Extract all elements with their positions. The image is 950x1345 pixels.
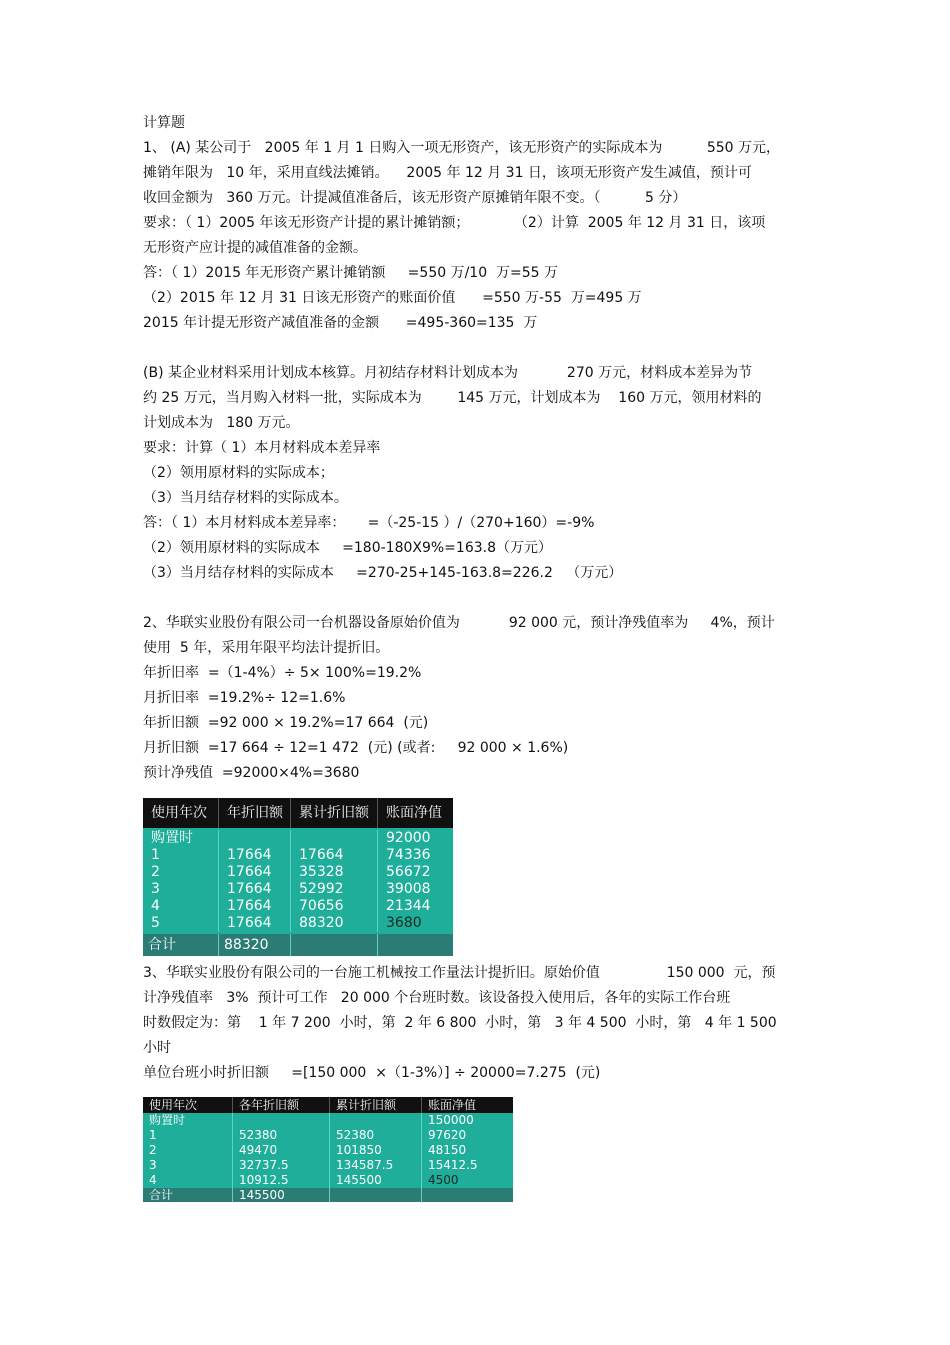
text-line: 要求：（ 1）2005 年该无形资产计提的累计摊销额； （2）计算 2005 年 12 月 31 日，该项 — [143, 215, 766, 231]
table-cell: 21344 — [386, 898, 431, 914]
table-row — [143, 1173, 513, 1188]
table-cell: 4500 — [428, 1173, 459, 1187]
text-line: 计算题 — [143, 115, 185, 131]
text-line: 2、华联实业股份有限公司一台机器设备原始价值为 92 000 元，预计净残值率为 4%，预计 — [143, 615, 775, 631]
table-cell: 3680 — [386, 915, 422, 931]
text-line: 使用 5 年，采用年限平均法计提折旧。 — [143, 640, 390, 656]
table-cell: 35328 — [291, 864, 378, 881]
table-cell: 17664 — [219, 915, 291, 932]
text-line: 约 25 万元，当月购入材料一批，实际成本为 145 万元，计划成本为 160 万元，领用材料的 — [143, 390, 762, 406]
text-line: （2）领用原材料的实际成本； — [143, 465, 334, 481]
table-footer-cell — [291, 934, 378, 956]
text-line: 2015 年计提无形资产减值准备的金额 =495-360=135 万 — [143, 315, 538, 331]
text-line: 3、华联实业股份有限公司的一台施工机械按工作量法计提折旧。原始价值 150 000 元，预 — [143, 965, 776, 981]
text-line: （2）领用原材料的实际成本 =180-180X9%=163.8（万元） — [143, 540, 552, 556]
table-cell: 2 — [143, 864, 219, 881]
text-line: 摊销年限为 10 年，采用直线法摊销。 2005 年 12 月 31 日，该项无形资产发生减值，预计可 — [143, 165, 752, 181]
table-header-cell: 年折旧额 — [219, 798, 291, 828]
table-cell — [330, 1113, 422, 1128]
table-footer-cell: 合计 — [143, 934, 219, 956]
table-cell: 92000 — [386, 830, 431, 846]
text-line: 月折旧率 =19.2%÷ 12=1.6% — [143, 690, 346, 706]
text-line: 年折旧额 =92 000 × 19.2%=17 664 (元) — [143, 715, 429, 731]
text-line: 无形资产应计提的减值准备的金额。 — [143, 240, 367, 256]
table-footer-cell: 88320 — [219, 934, 291, 956]
table-footer-cell — [378, 934, 453, 956]
text-line: 小时 — [143, 1040, 171, 1056]
table-footer-cell: 145500 — [233, 1188, 330, 1202]
table-cell: 4 — [143, 1173, 233, 1188]
table-row — [143, 1143, 513, 1158]
table-header-cell: 累计折旧额 — [330, 1097, 422, 1113]
text-line: （3）当月结存材料的实际成本。 — [143, 490, 348, 506]
table-cell: 1 — [143, 1128, 233, 1143]
table-cell: 购置时 — [143, 830, 219, 847]
text-line: 时数假定为：第 1 年 7 200 小时，第 2 年 6 800 小时，第 3 年 4 500 小时，第 4 年 1 500 — [143, 1015, 777, 1031]
table-row — [143, 847, 453, 864]
text-line: 单位台班小时折旧额 =[150 000 ×（1-3%）] ÷ 20000=7.275 (元) — [143, 1065, 601, 1081]
table-cell: 17664 — [219, 898, 291, 915]
table-body — [143, 1113, 513, 1188]
table-cell — [291, 830, 378, 847]
text-line: 要求：计算（ 1）本月材料成本差异率 — [143, 440, 381, 456]
table-footer-cell — [330, 1188, 422, 1202]
text-line: 年折旧率 =（1-4%）÷ 5× 100%=19.2% — [143, 665, 422, 681]
table-cell: 52380 — [330, 1128, 422, 1143]
table-row — [143, 1128, 513, 1143]
table-cell: 17664 — [219, 864, 291, 881]
table-cell: 17664 — [219, 881, 291, 898]
text-line: 计净残值率 3% 预计可工作 20 000 个台班时数。该设备投入使用后，各年的实际工作台班 — [143, 990, 731, 1006]
text-line: 月折旧额 =17 664 ÷ 12=1 472 (元) (或者: 92 000 × 1.6%) — [143, 740, 569, 756]
table-footer-cell — [422, 1188, 513, 1202]
text-line: 1、 (A) 某公司于 2005 年 1 月 1 日购入一项无形资产，该无形资产的实际成本为 550 万元， — [143, 140, 781, 156]
table-cell: 39008 — [386, 881, 431, 897]
depreciation-table-work-hours — [143, 1097, 513, 1202]
table-cell: 56672 — [386, 864, 431, 880]
table-cell: 74336 — [386, 847, 431, 863]
table-header-row — [143, 1097, 513, 1113]
table-cell: 5 — [143, 915, 219, 932]
table-row — [143, 864, 453, 881]
table-footer-row — [143, 1188, 513, 1202]
table-cell: 52380 — [233, 1128, 330, 1143]
table-cell: 88320 — [291, 915, 378, 932]
table-cell: 购置时 — [143, 1113, 233, 1128]
depreciation-table-straight-line — [143, 798, 453, 956]
table-cell: 10912.5 — [233, 1173, 330, 1188]
table-footer-cell: 合计 — [143, 1188, 233, 1202]
text-line: 答：（ 1）2015 年无形资产累计摊销额 =550 万/10 万=55 万 — [143, 265, 559, 281]
table-cell: 52992 — [291, 881, 378, 898]
table-cell: 2 — [143, 1143, 233, 1158]
table-cell — [219, 830, 291, 847]
table-header-cell: 累计折旧额 — [291, 798, 378, 828]
table-header-cell: 使用年次 — [143, 1097, 233, 1113]
table-cell: 17664 — [219, 847, 291, 864]
table-cell: 145500 — [330, 1173, 422, 1188]
table-row — [143, 830, 453, 847]
table-cell: 97620 — [428, 1128, 467, 1142]
table-cell: 1 — [143, 847, 219, 864]
table-cell: 32737.5 — [233, 1158, 330, 1173]
table-cell: 49470 — [233, 1143, 330, 1158]
table-body — [143, 828, 453, 934]
table-row — [143, 881, 453, 898]
table-row — [143, 1113, 513, 1128]
text-line: 收回金额为 360 万元。计提减值准备后，该无形资产原摊销年限不变。（ 5 分） — [143, 190, 687, 206]
table-cell: 3 — [143, 881, 219, 898]
table-cell: 150000 — [428, 1113, 474, 1127]
table-cell: 48150 — [428, 1143, 467, 1157]
table-cell: 4 — [143, 898, 219, 915]
table-header-row — [143, 798, 453, 828]
text-line: （2）2015 年 12 月 31 日该无形资产的账面价值 =550 万-55 万=495 万 — [143, 290, 642, 306]
text-line: 计划成本为 180 万元。 — [143, 415, 300, 431]
table-row — [143, 1158, 513, 1173]
table-header-cell: 账面净值 — [386, 805, 442, 821]
table-cell — [233, 1113, 330, 1128]
text-line: 预计净残值 =92000×4%=3680 — [143, 765, 360, 781]
table-header-cell: 各年折旧额 — [233, 1097, 330, 1113]
table-cell: 134587.5 — [330, 1158, 422, 1173]
table-footer-row — [143, 934, 453, 956]
table-cell: 101850 — [330, 1143, 422, 1158]
text-line: （3）当月结存材料的实际成本 =270-25+145-163.8=226.2 （万元） — [143, 565, 623, 581]
table-header-cell: 使用年次 — [143, 798, 219, 828]
table-header-cell: 账面净值 — [428, 1098, 477, 1112]
text-line: (B) 某企业材料采用计划成本核算。月初结存材料计划成本为 270 万元，材料成本差异为节 — [143, 365, 753, 381]
table-cell: 70656 — [291, 898, 378, 915]
table-row — [143, 915, 453, 932]
text-line: 答：（ 1）本月材料成本差异率： =（-25-15 ）/（270+160）=-9% — [143, 515, 595, 531]
table-cell: 3 — [143, 1158, 233, 1173]
table-cell: 17664 — [291, 847, 378, 864]
table-row — [143, 898, 453, 915]
table-cell: 15412.5 — [428, 1158, 478, 1172]
